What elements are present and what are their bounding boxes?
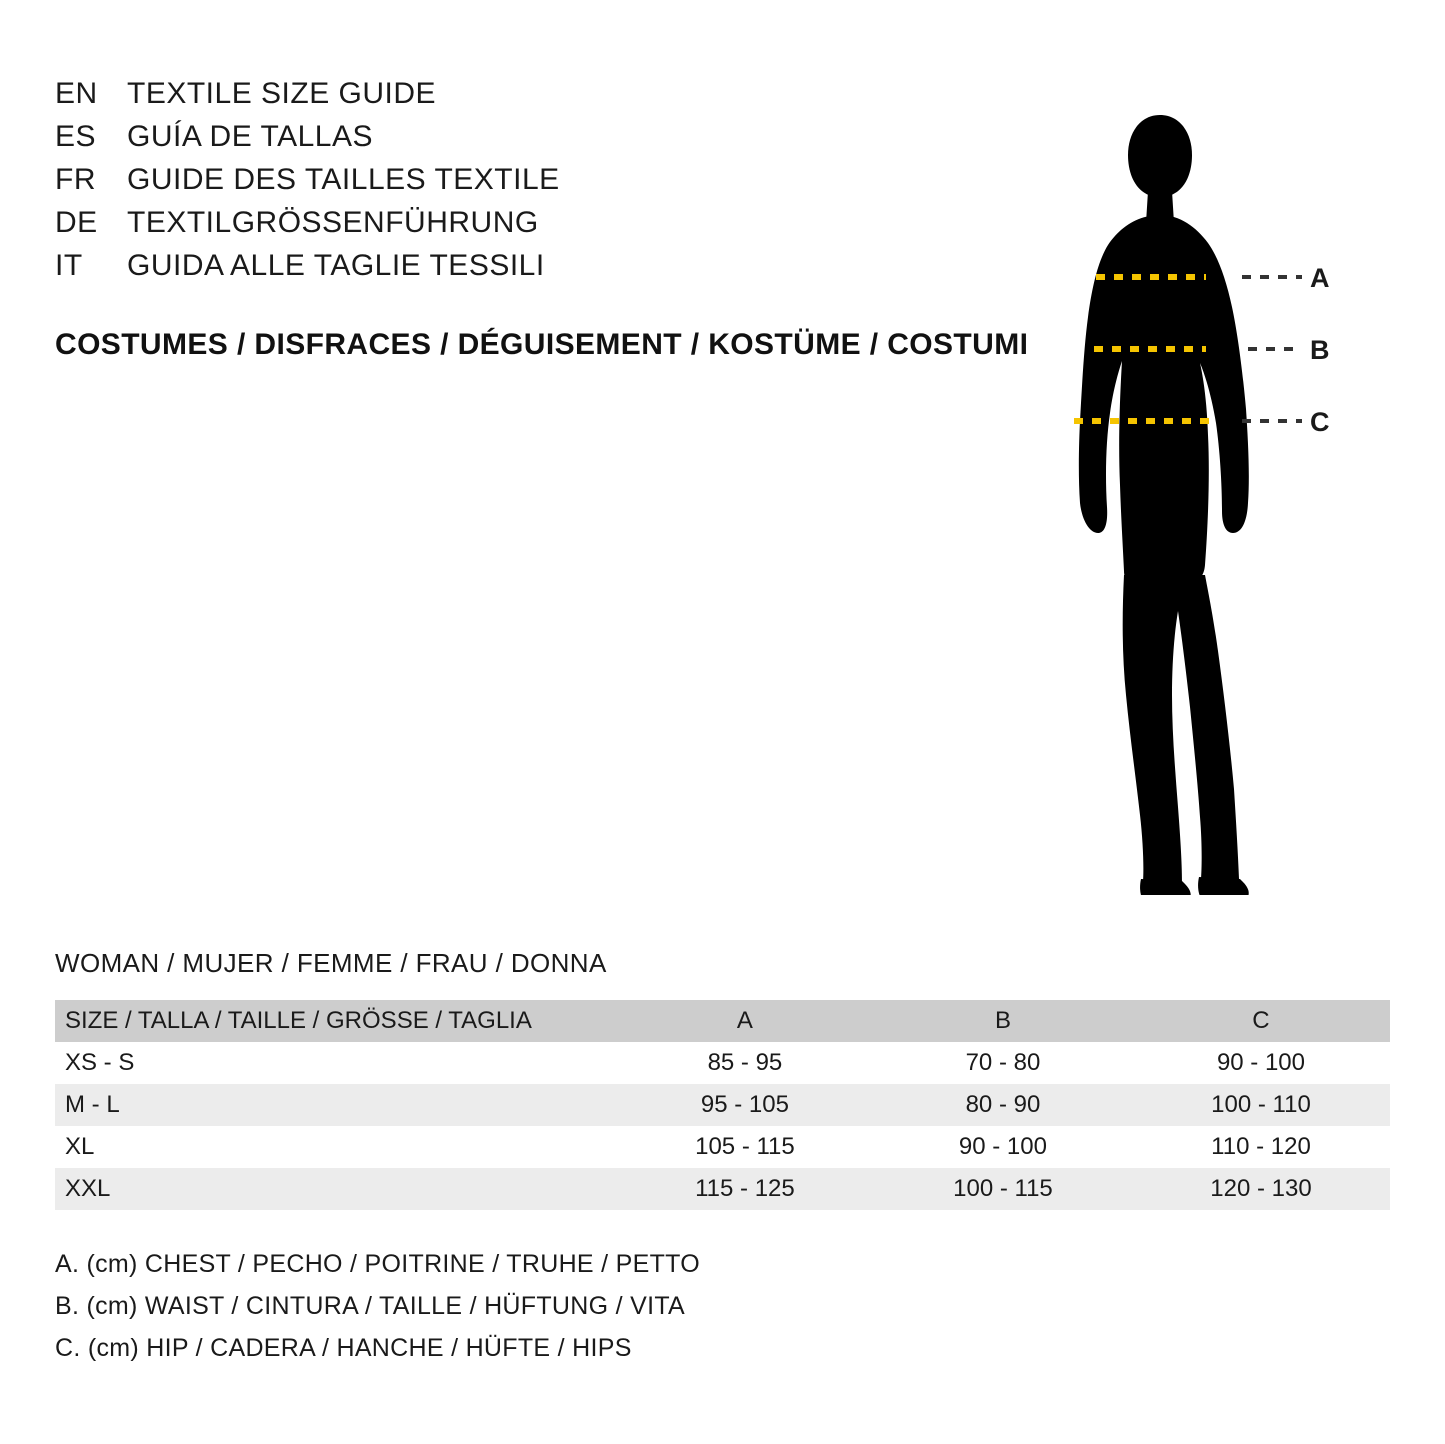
table-cell-size: XL: [65, 1133, 95, 1160]
table-row: [55, 1042, 1390, 1084]
table-cell-size: XXL: [65, 1175, 111, 1202]
language-row-fr: [55, 158, 1035, 201]
language-code-es: ES: [55, 120, 97, 153]
language-text-es: GUÍA DE TALLAS: [127, 120, 373, 153]
table-cell-size: M - L: [65, 1091, 120, 1118]
language-text-en: TEXTILE SIZE GUIDE: [127, 77, 437, 110]
language-code-de: DE: [55, 206, 98, 239]
table-cell-c: 120 - 130: [1210, 1175, 1312, 1202]
body-shape: [1079, 115, 1249, 895]
marker-label-b: B: [1310, 335, 1330, 365]
female-silhouette-diagram: [1010, 55, 1410, 895]
table-row: [55, 1084, 1390, 1126]
marker-label-a: A: [1310, 263, 1330, 293]
table-cell-a: 105 - 115: [695, 1133, 795, 1160]
legend-line-b: B. (cm) WAIST / CINTURA / TAILLE / HÜFTUNG / VITA: [55, 1292, 686, 1320]
table-cell-b: 90 - 100: [958, 1133, 1047, 1160]
table-header-row: [55, 1000, 1390, 1042]
measurement-legend: [55, 1243, 700, 1369]
language-row-de: [55, 201, 1035, 244]
table-cell-a: 115 - 125: [695, 1175, 795, 1202]
table-cell-b: 80 - 90: [965, 1091, 1041, 1118]
silhouette-svg: [1010, 55, 1410, 895]
table-body: [55, 1042, 1390, 1210]
language-text-fr: GUIDE DES TAILLES TEXTILE: [127, 163, 560, 196]
table-cell-a: 95 - 105: [700, 1091, 789, 1118]
table-header-c: C: [1252, 1007, 1270, 1034]
size-table: [55, 1000, 1390, 1210]
table-header-size: SIZE / TALLA / TAILLE / GRÖSSE / TAGLIA: [65, 1007, 532, 1034]
language-code-en: EN: [55, 77, 98, 110]
legend-line-a: A. (cm) CHEST / PECHO / POITRINE / TRUHE / PETTO: [55, 1250, 701, 1278]
table-header-b: B: [994, 1007, 1011, 1034]
table-cell-a: 85 - 95: [707, 1049, 783, 1076]
costumes-subtitle: COSTUMES / DISFRACES / DÉGUISEMENT / KOSTÜME / COSTUMI: [55, 328, 1029, 361]
table-header: [55, 1000, 1390, 1042]
table-row: [55, 1168, 1390, 1210]
table-header-a: A: [736, 1007, 753, 1034]
language-code-fr: FR: [55, 163, 96, 196]
table-cell-size: XS - S: [65, 1049, 135, 1076]
language-row-en: [55, 72, 1035, 115]
table-cell-b: 70 - 80: [965, 1049, 1041, 1076]
legend-line-c: C. (cm) HIP / CADERA / HANCHE / HÜFTE / HIPS: [55, 1334, 632, 1362]
language-text-it: GUIDA ALLE TAGLIE TESSILI: [127, 249, 545, 282]
table-cell-c: 110 - 120: [1211, 1133, 1311, 1160]
table-row: [55, 1126, 1390, 1168]
table-cell-c: 90 - 100: [1216, 1049, 1306, 1076]
marker-label-c: C: [1310, 407, 1330, 437]
language-row-it: [55, 244, 1035, 287]
language-text-de: TEXTILGRÖSSENFÜHRUNG: [127, 206, 539, 239]
table-cell-c: 100 - 110: [1211, 1091, 1311, 1118]
language-code-it: IT: [55, 249, 83, 282]
table-caption: WOMAN / MUJER / FEMME / FRAU / DONNA: [55, 948, 607, 978]
language-list: [55, 72, 1035, 287]
table-cell-b: 100 - 115: [953, 1175, 1053, 1202]
language-row-es: [55, 115, 1035, 158]
